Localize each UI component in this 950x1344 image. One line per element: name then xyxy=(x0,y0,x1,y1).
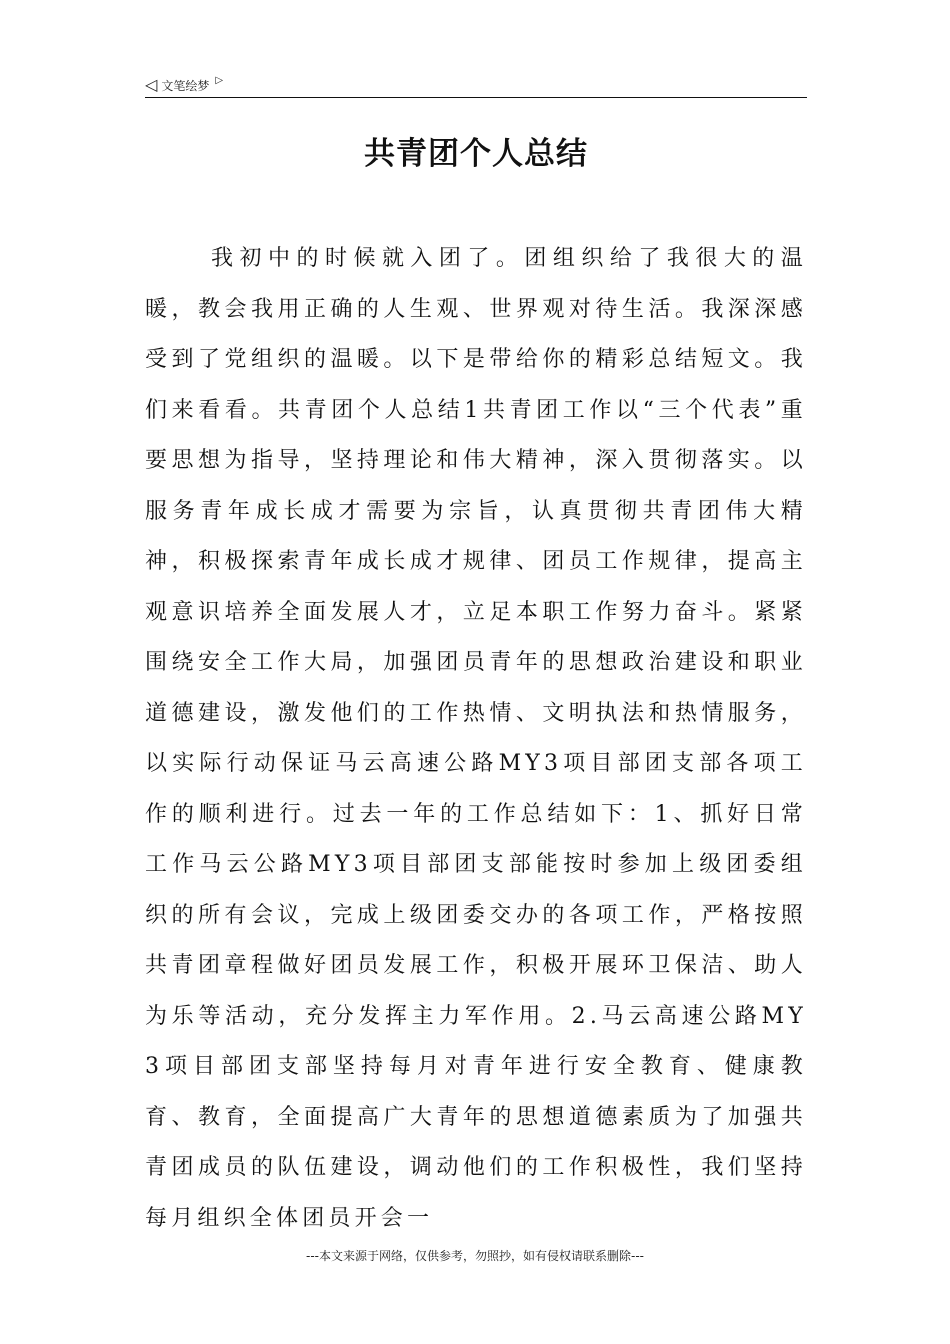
page-footer-disclaimer: ---本文来源于网络，仅供参考，勿照抄，如有侵权请联系删除--- xyxy=(306,1249,644,1263)
document-title: 共青团个人总结 xyxy=(364,136,588,172)
left-triangle-icon: ◁ xyxy=(145,75,158,94)
header-divider xyxy=(145,97,807,98)
document-body: 我初中的时候就入团了。团组织给了我很大的温暖，教会我用正确的人生观、世界观对待生活。我深深感受到了党组织的温暖。以下是带给你的精彩总结短文。我们来看看。共青团个人总结1共青团工作以“三个代表”重要思想为指导，坚持理论和伟大精神，深入贯彻落实。以服务青年成长成才需要为宗旨，认真贯彻共青团伟大精神，积极探索青年成长成才规律、团员工作规律，提高主观意识培养全面发展人才，立足本职工作努力奋斗。紧紧围绕安全工作大局，加强团员青年的思想政治建设和职业道德建设，激发他们的工作热情、文明执法和热情服务，以实际行动保证马云高速公路MY3项目部团支部各项工作的顺利进行。过去一年的工作总结如下：1、抓好日常工作马云公路MY3项目部团支部能按时参加上级团委组织的所有会议，完成上级团委交办的各项工作，严格按照共青团章程做好团员发展工作，积极开展环卫保洁、助人为乐等活动，充分发挥主力军作用。2.马云高速公路MY3项目部团支部坚持每月对青年进行安全教育、健康教育、教育，全面提高广大青年的思想道德素质为了加强共青团成员的队伍建设，调动他们的工作积极性，我们坚持每月组织全体团员开会一 xyxy=(145,246,807,1231)
right-triangle-icon: ▷ xyxy=(215,75,224,86)
page-header xyxy=(145,74,807,96)
header-label: 文笔绘梦 xyxy=(161,78,210,93)
